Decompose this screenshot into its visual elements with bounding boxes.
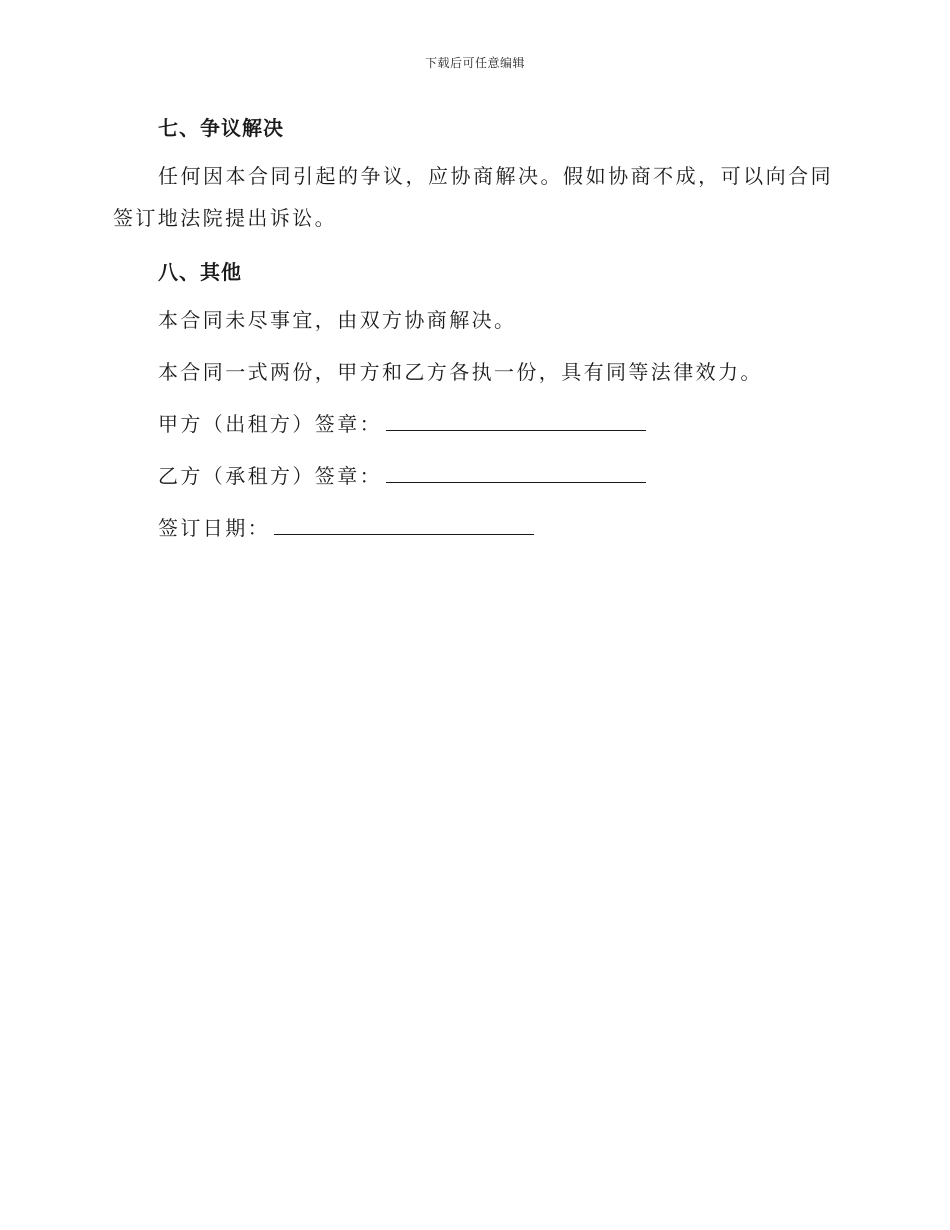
section-heading-other: 八、其他 [158,260,242,284]
document-body [113,111,833,549]
dispute-paragraph: 任何因本合同引起的争议，应协商解决。假如协商不成，可以向合同签订地法院提出诉讼。 [113,164,833,230]
party-b-signature-blank[interactable] [386,456,646,483]
other-paragraph-1: 本合同未尽事宜，由双方协商解决。 [158,308,517,332]
party-a-signature-blank[interactable] [386,404,646,431]
party-a-signature-label: 甲方（出租方）签章： [158,412,382,436]
party-a-signature-row [113,403,833,445]
other-paragraph-2: 本合同一式两份，甲方和乙方各执一份，具有同等法律效力。 [158,360,763,384]
party-b-signature-label: 乙方（承租方）签章： [158,464,382,488]
signing-date-row [113,507,833,549]
page-header: 下载后可任意编辑 [424,56,525,70]
signing-date-blank[interactable] [274,508,534,535]
section-heading-dispute: 七、争议解决 [158,116,284,140]
party-b-signature-row [113,455,833,497]
signing-date-label: 签订日期： [158,516,270,540]
